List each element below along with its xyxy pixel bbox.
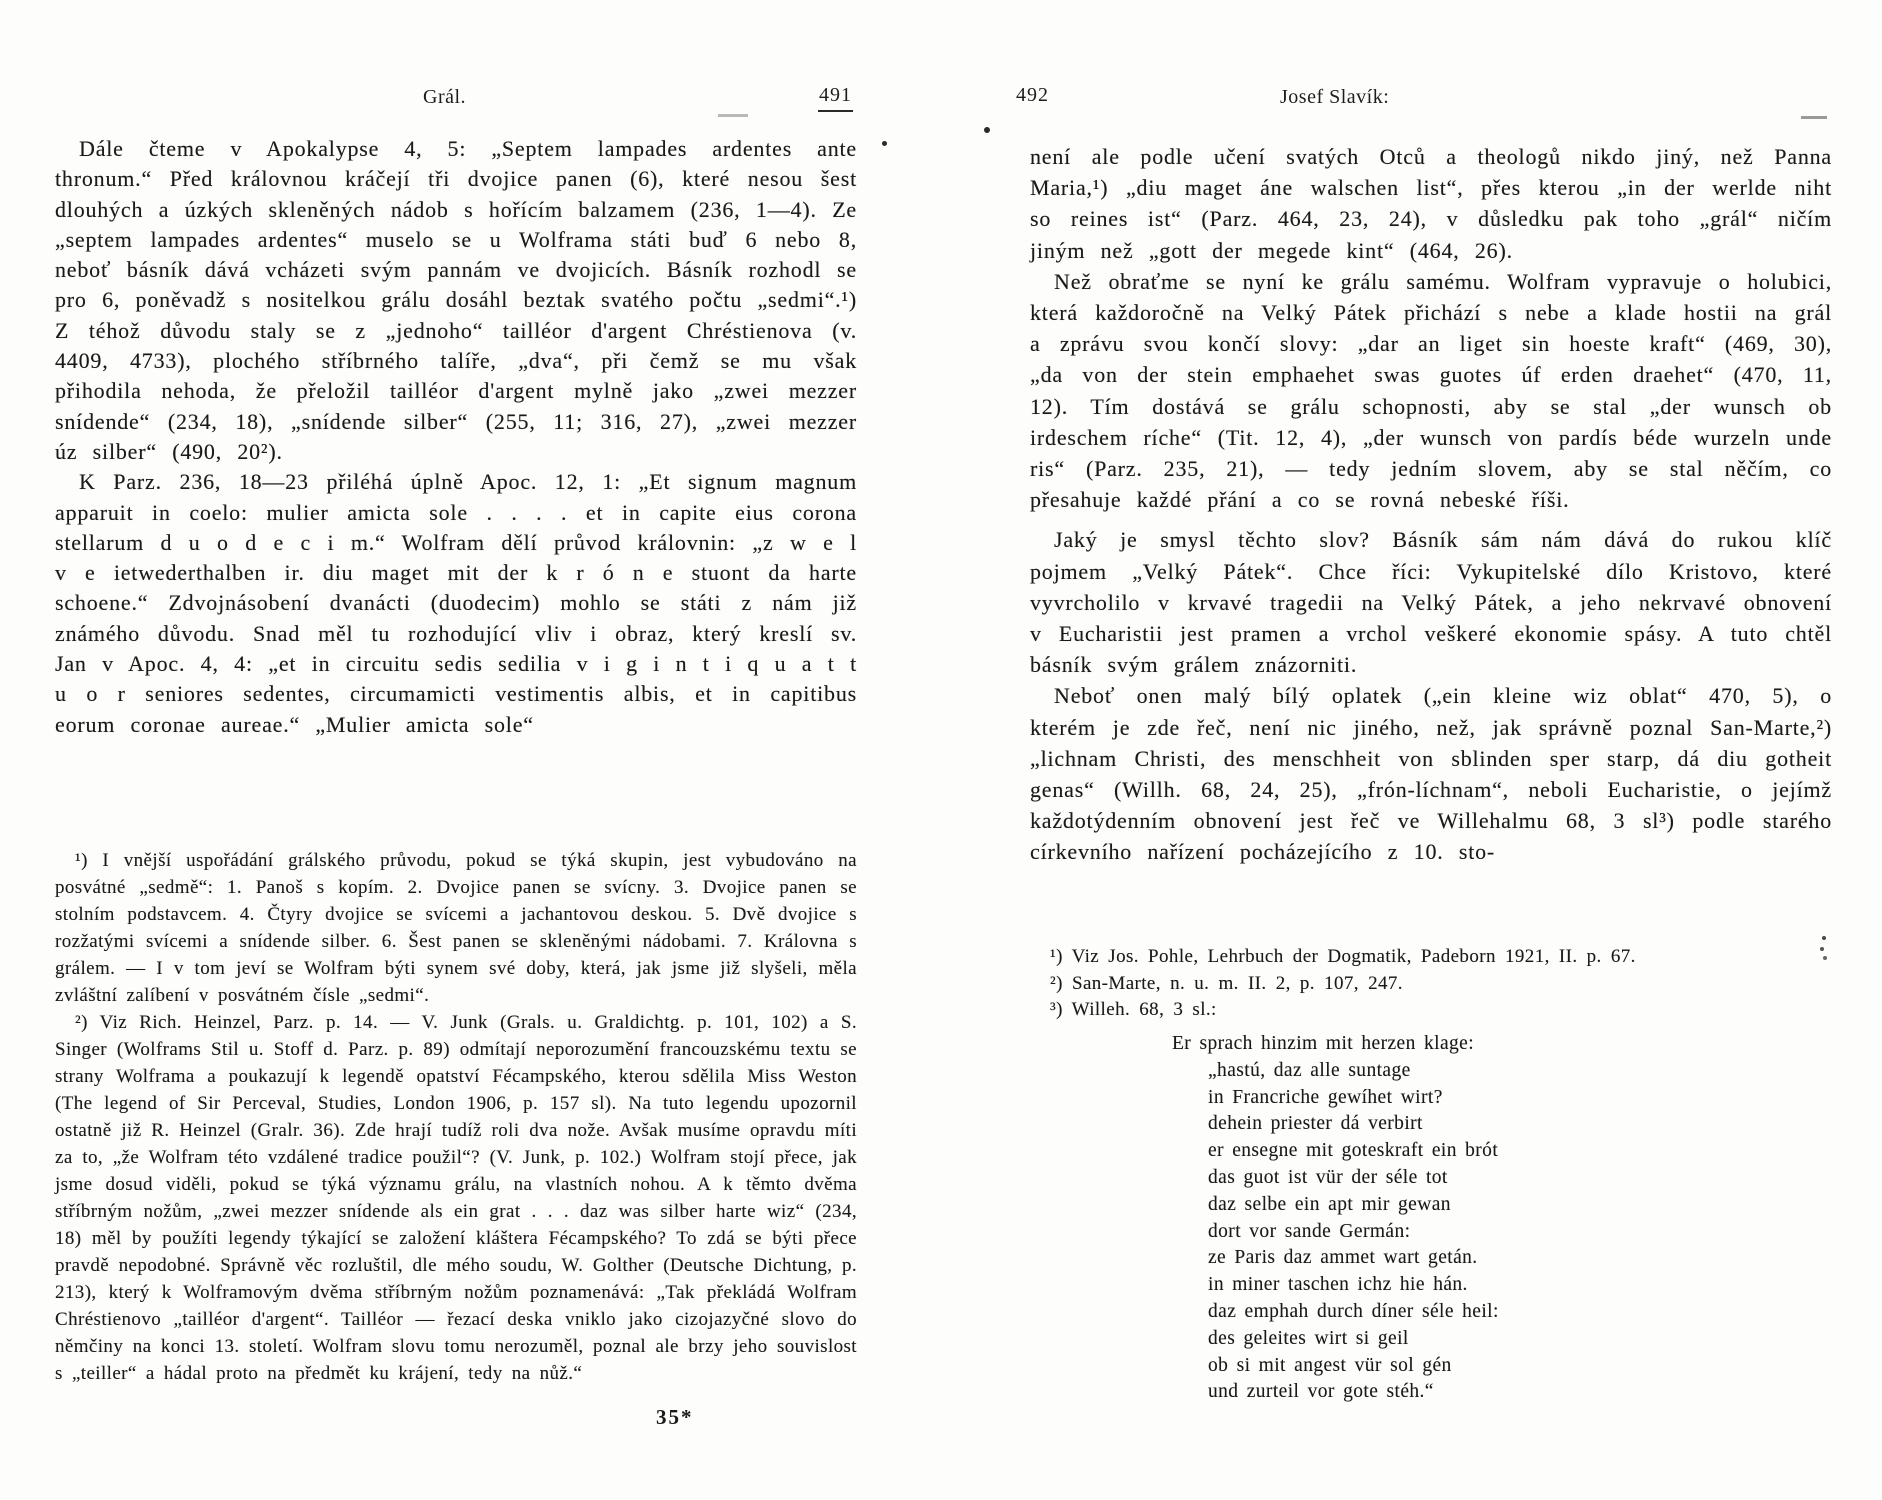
- footnote: ²) Viz Rich. Heinzel, Parz. p. 14. — V. Junk (Grals. u. Graldichtg. p. 101, 102) a S. Singer (Wolframs Stil u. Stoff d. Parz. p. 89) odmítají neporozumění francouzskému textu se strany Wolframa a poukazují k legendě opatství Fécampského, kterou sdělila Miss Weston (The legend of Sir Perceval, Studies, London 1906, p. 157 sl). Na tuto legendu upozornil ostatně již R. Heinzel (Gralr. 36). Zde hrají tudíž roli dva nože. Avšak musíme opravdu míti za to, „že Wolfram této vzdálené tradice použil“? (V. Junk, p. 102.) Wolfram stojí přece, jak jsme dosud viděli, pokud se týká významu grálu, na vlastních nohou. A k těmto dvěma stříbrným nožům, „zwei mezzer snídende als ein grat . . . daz was silber harte wiz“ (234, 18) měl by použíti legendy týkající se založení kláštera Fécampského? To zdá se býti přece pravdě nepodobné. Správně věc rozluštil, dle mého soudu, W. Golther (Deutsche Dichtung, p. 213), který k Wolframovým dvěma stříbrným nožům poznamenává: „Tak překládá Wolfram Chréstienovo „tailléor d'argent“. Tailléor — řezací deska vniklo jako cizojazyčné slovo do němčiny na konci 13. století. Wolfram slovu tomu nerozuměl, poznal ale brzy jeho souvislost s „teiller“ a hádal proto na předmět ku krájení, tedy na nůž.“: [55, 1012, 857, 1384]
- verse-line: des geleites wirt si geil: [1208, 1327, 1409, 1349]
- verse-line: daz selbe ein apt mir gewan: [1208, 1193, 1451, 1215]
- footnote: ³) Willeh. 68, 3 sl.:: [1050, 999, 1217, 1020]
- verse-line: in miner taschen ichz hie hán.: [1208, 1274, 1468, 1296]
- verse-quotation: [1172, 1031, 1499, 1406]
- scan-smudge: [1801, 116, 1827, 119]
- verse-line: Er sprach hinzim mit herzen klage:: [1172, 1033, 1475, 1054]
- verse-line: „hastú, daz alle suntage: [1208, 1059, 1411, 1081]
- running-title-right: Josef Slavík:: [1280, 86, 1390, 108]
- running-title-left: Grál.: [423, 86, 467, 108]
- verse-line: und zurteil vor gote stéh.“: [1208, 1381, 1434, 1403]
- verse-line: ob si mit angest vür sol gén: [1208, 1354, 1452, 1376]
- footnote: ²) San-Marte, n. u. m. II. 2, p. 107, 247.: [1050, 972, 1403, 994]
- right-main-text: [1030, 141, 1832, 868]
- page-number-right: 492: [1016, 84, 1049, 106]
- verse-line: daz emphah durch díner séle heil:: [1208, 1300, 1499, 1322]
- verse-line: dort vor sande Germán:: [1208, 1220, 1411, 1242]
- footnote: ¹) I vnější uspořádání grálského průvodu, pokud se týká skupin, jest vybudováno na posvátné „sedmě“: 1. Panoš s kopím. 2. Dvojice panen se svícny. 3. Dvojice panen se stolním podstavcem. 4. Čtyry dvojice se svícemi a jachantovou deskou. 5. Dvě dvojice s rozžatými svícemi a snídende silber. 6. Šest panen se skleněnými nádobami. 7. Královna s grálem. — I v tom jeví se Wolfram býti synem své doby, která, jak jsme již slyšeli, měla zvláštní zalíbení v posvátném čísle „sedmi“.: [55, 850, 857, 1006]
- verse-line: dehein priester dá verbirt: [1208, 1113, 1423, 1135]
- ink-dot-artifact: [882, 141, 887, 146]
- left-main-text: [55, 134, 857, 740]
- page-number-left: 491: [818, 84, 853, 112]
- paragraph: Neboť onen malý bílý oplatek („ein kleine wiz oblat“ 470, 5), o kterém je zde řeč, není nic jiného, než, jak správně poznal San-Marte,²) „lichnam Christi, des menschheit von sblinden sper starp, dá diu gotheit genas“ (Willh. 68, 24, 25), „frón-líchnam“, neboli Eucharistie, o jejímž každotýdenním obnovení jest řeč ve Willehalmu 68, 3 sl³) podle starého církevního nařízení pocházejícího z 10. sto-: [1030, 683, 1832, 865]
- paragraph: Jaký je smysl těchto slov? Básník sám nám dává do rukou klíč pojmem „Velký Pátek“. Chce říci: Vykupitelské dílo Kristovo, které vyvrcholilo v krvavé tragedii na Velký Pátek, a jeho nekrvavé obnovení v Eucharistii jest pramen a vrchol veškeré ekonomie spásy. A tuto chtěl básník svým grálem znázorniti.: [1030, 527, 1832, 678]
- footnote: ¹) Viz Jos. Pohle, Lehrbuch der Dogmatik, Padeborn 1921, II. p. 67.: [1050, 946, 1636, 967]
- right-page-header: [1016, 84, 1832, 118]
- verse-line: in Francriche gewíhet wirt?: [1208, 1086, 1443, 1108]
- ink-speckle-artifact: [1822, 936, 1826, 940]
- paragraph: Než obraťme se nyní ke grálu samému. Wolfram vypravuje o holubici, která každoročně na Velký Pátek přichází s nebe a klade hostii na grál a zprávu svou končí slovy: „dar an liget sin hoeste kraft“ (469, 30), „da von der stein emphaehet swas guotes úf erden draehet“ (470, 11, 12). Tím dostává se grálu schopnosti, aby se stal „der wunsch ob irdeschem ríche“ (Tit. 12, 4), „der wunsch von pardís béde wurzeln unde ris“ (Parz. 235, 21), — tedy jedním slovem, aby se stal něčím, co přesahuje každé přání a co se rovná nebeské říši.: [1030, 268, 1832, 513]
- verse-line: er ensegne mit goteskraft ein brót: [1208, 1140, 1499, 1162]
- scan-smudge: [718, 114, 748, 117]
- paragraph: K Parz. 236, 18—23 přiléhá úplně Apoc. 12, 1: „Et signum magnum apparuit in coelo: mulier amicta sole . . . . et in capite eius corona stellarum d u o d e c i m.“ Wolfram dělí průvod královnin: „z w e l v e ietwederthalben ir. diu maget mit der k r ó n e stuont da harte schoene.“ Zdvojnásobení dvanácti (duodecim) mohlo se státi z nám již známého důvodu. Snad měl tu rozhodující vliv i obraz, který kreslí sv. Jan v Apoc. 4, 4: „et in circuitu sedis sedilia v i g i n t i q u a t t u o r seniores sedentes, circumamicti vestimentis albis, et in capitibus eorum coronae aureae.“ „Mulier amicta sole“: [55, 469, 857, 737]
- right-footnotes: [1030, 944, 1832, 1024]
- printer-signature: 35*: [656, 1405, 694, 1429]
- left-footnotes: [55, 847, 857, 1387]
- verse-line: das guot ist vür der séle tot: [1208, 1166, 1448, 1188]
- verse-line: ze Paris daz ammet wart getán.: [1208, 1247, 1478, 1269]
- left-page-header: [55, 84, 857, 118]
- ink-dot-artifact: [984, 127, 990, 133]
- paragraph: Dále čteme v Apokalypse 4, 5: „Septem lampades ardentes ante thronum.“ Před královnou kráčejí tři dvojice panen (6), které nesou šest dlouhých a úzkých skleněných nádob s hořícím balzamem (236, 1—4). Ze „septem lampades ardentes“ muselo se u Wolframa státi buď 6 nebo 8, neboť básník dává vcházeti svým pannám ve dvojicích. Básník rozhodl se pro 6, poněvadž s nositelkou grálu dosáhl beztak svatého počtu „sedmi“.¹) Z téhož důvodu staly se z „jednoho“ tailléor d'argent Chréstienova (v. 4409, 4733), plochého stříbrného talíře, „dva“, při čemž se mu však přihodila nehoda, že přeložil tailléor d'argent mylně jako „zwei mezzer snídende“ (234, 18), „snídende silber“ (255, 11; 316, 27), „zwei mezzer úz silber“ (490, 20²).: [55, 136, 857, 464]
- paragraph: není ale podle učení svatých Otců a theologů nikdo jiný, než Panna Maria,¹) „diu maget áne walschen list“, přes kterou „in der werlde niht so reines ist“ (Parz. 464, 23, 24), v důsledku pak toho „grál“ ničím jiným než „gott der megede kint“ (464, 26).: [1030, 144, 1832, 263]
